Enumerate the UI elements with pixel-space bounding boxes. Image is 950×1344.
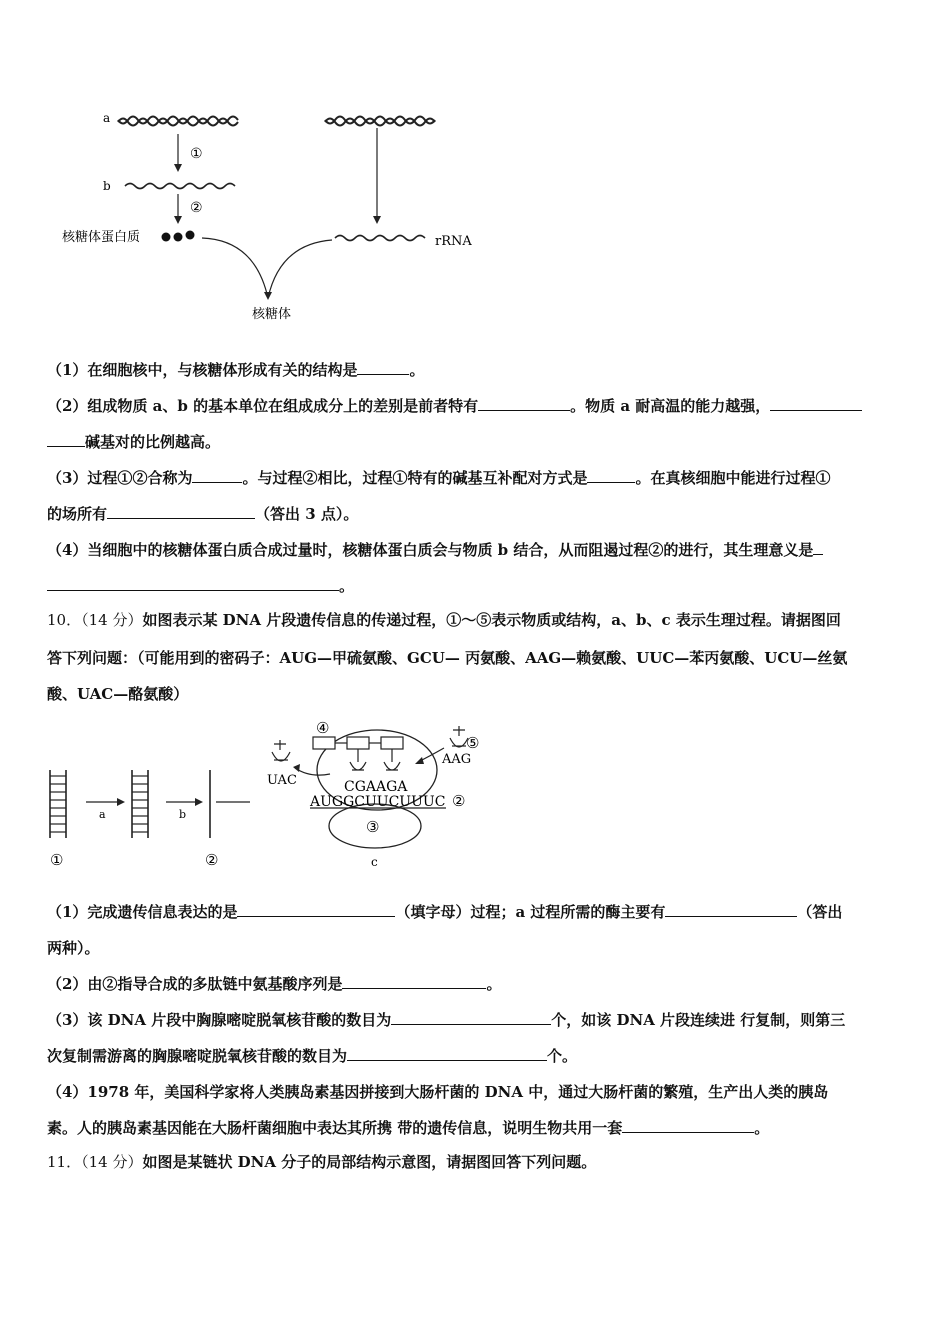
assembly-curve-left: [202, 238, 268, 298]
label-a: a: [103, 111, 111, 125]
dna-rungs: [50, 776, 66, 832]
arrow-rrna-head: [373, 216, 381, 224]
step2-label: ②: [190, 200, 203, 216]
anticodon-sequence: CGAAGA: [344, 779, 408, 795]
q10-stem-l3: 酸、UAC—酪氨酸）: [47, 685, 189, 703]
trna-leaving: [272, 740, 290, 761]
assembly-arrow-head: [264, 292, 272, 300]
label-b: b: [179, 808, 187, 821]
protein-dot: [174, 233, 183, 242]
rrna-strand: [335, 236, 425, 241]
ribosome-formation-diagram: [0, 0, 950, 340]
dna-rungs: [132, 776, 148, 832]
ribosomal-protein-label: 核糖体蛋白质: [62, 230, 141, 245]
q10-part1-cont: 两种）。: [47, 939, 100, 957]
q10-part4-cont: 素。人的胰岛素基因能在大肠杆菌细胞中表达其所携 带的遗传信息，说明生物共用一套 。: [47, 1119, 770, 1137]
label-b: b: [103, 179, 111, 193]
q10-part2: （2）由②指导合成的多肽链中氨基酸序列是 。: [47, 975, 502, 993]
trna-in-ribosome: [350, 749, 400, 770]
q9-part4: （4）当细胞中的核糖体蛋白质合成过量时，核糖体蛋白质会与物质 b 结合，从而阻遏过程②的进行，其生理意义是: [47, 540, 823, 560]
dna-rrna-gene-helix: [325, 119, 435, 126]
q10-part1: （1）完成遗传信息表达的是 （填字母）过程；a 过程所需的酶主要有 （答出: [47, 903, 843, 921]
step1-label: ①: [190, 146, 203, 162]
protein-dot: [162, 233, 171, 242]
q9-part1: （1）在细胞核中，与核糖体形成有关的结构是 。: [47, 361, 425, 379]
label-2: ②: [205, 851, 219, 869]
protein-dot: [186, 231, 195, 240]
answer-blank[interactable]: [622, 1118, 754, 1133]
answer-blank[interactable]: [107, 504, 255, 519]
assembly-curve-right: [268, 240, 332, 298]
answer-blank[interactable]: [357, 360, 409, 375]
gene-expression-diagram: [0, 710, 950, 875]
ribosome-label: 核糖体: [252, 307, 292, 322]
answer-blank[interactable]: [47, 576, 339, 591]
trna-exit-arrow: [295, 768, 330, 775]
amino-acid: [313, 737, 335, 749]
arrow-step2-head: [174, 216, 182, 224]
q9-part3: （3）过程①②合称为 。与过程②相比，过程①特有的碱基互补配对方式是 。在真核细胞中能进行过程①: [47, 469, 831, 487]
dna-rrna-gene-helix-strand2: [325, 117, 435, 124]
arrow-b-head: [195, 798, 203, 806]
label-4: ④: [316, 719, 330, 737]
q9-part2: （2）组成物质 a、b 的基本单位在组成成分上的差别是前者特有 。物质 a 耐高温的能力越强，: [47, 396, 862, 416]
label-2-mrna: ②: [452, 792, 466, 810]
q10-part3: （3）该 DNA 片段中胸腺嘧啶脱氧核苷酸的数目为 个，如该 DNA 片段连续进 行复制，则第三: [47, 1011, 846, 1029]
q9-part3-cont: 的场所有 （答出 3 点）。: [47, 505, 359, 523]
answer-blank[interactable]: [813, 540, 823, 555]
trna-exit-arrow-head: [293, 764, 300, 772]
q10-stem-l2: 答下列问题：（可能用到的密码子：AUG—甲硫氨酸、GCU— 丙氨酸、AAG—赖氨酸、UUC—苯丙氨酸、UCU—丝氨: [47, 649, 848, 667]
label-c: c: [371, 855, 378, 869]
answer-blank[interactable]: [587, 468, 635, 483]
q10-part3-cont: 次复制需游离的胸腺嘧啶脱氧核苷酸的数目为 个。: [47, 1047, 578, 1065]
answer-blank[interactable]: [192, 468, 242, 483]
arrow-a-head: [117, 798, 125, 806]
label-a: a: [99, 808, 106, 821]
answer-blank[interactable]: [47, 432, 85, 447]
answer-blank[interactable]: [665, 902, 797, 917]
aag-label: AAG: [442, 752, 472, 767]
q10-part4: （4）1978 年，美国科学家将人类胰岛素基因拼接到大肠杆菌的 DNA 中，通过大肠杆菌的繁殖，生产出人类的胰岛: [47, 1083, 829, 1101]
q9-part2-cont: 碱基对的比例越高。: [47, 432, 220, 452]
label-5: ⑤: [466, 734, 480, 752]
q11-stem: 11．（14 分）如图是某链状 DNA 分子的局部结构示意图，请据图回答下列问题。: [47, 1153, 597, 1171]
arrow-step1-head: [174, 164, 182, 172]
mrna-b: [125, 184, 235, 189]
answer-blank[interactable]: [478, 396, 570, 411]
trna-entry-arrow-head: [415, 757, 424, 764]
q10-stem: 10．（14 分）如图表示某 DNA 片段遗传信息的传递过程，①～⑤表示物质或结构，a、b、c 表示生理过程。请据图回: [47, 611, 841, 629]
answer-blank[interactable]: [391, 1010, 551, 1025]
label-1: ①: [50, 851, 64, 869]
answer-blank[interactable]: [770, 396, 862, 411]
mrna-sequence: AUGGCUUCUUUC: [310, 794, 446, 810]
answer-blank[interactable]: [342, 974, 486, 989]
amino-acid: [381, 737, 403, 749]
q9-part4-cont: 。: [47, 576, 354, 596]
answer-blank[interactable]: [237, 902, 395, 917]
rrna-label: rRNA: [435, 234, 472, 249]
uac-label: UAC: [267, 773, 297, 788]
amino-acid: [347, 737, 369, 749]
label-3: ③: [366, 818, 380, 836]
answer-blank[interactable]: [347, 1046, 547, 1061]
